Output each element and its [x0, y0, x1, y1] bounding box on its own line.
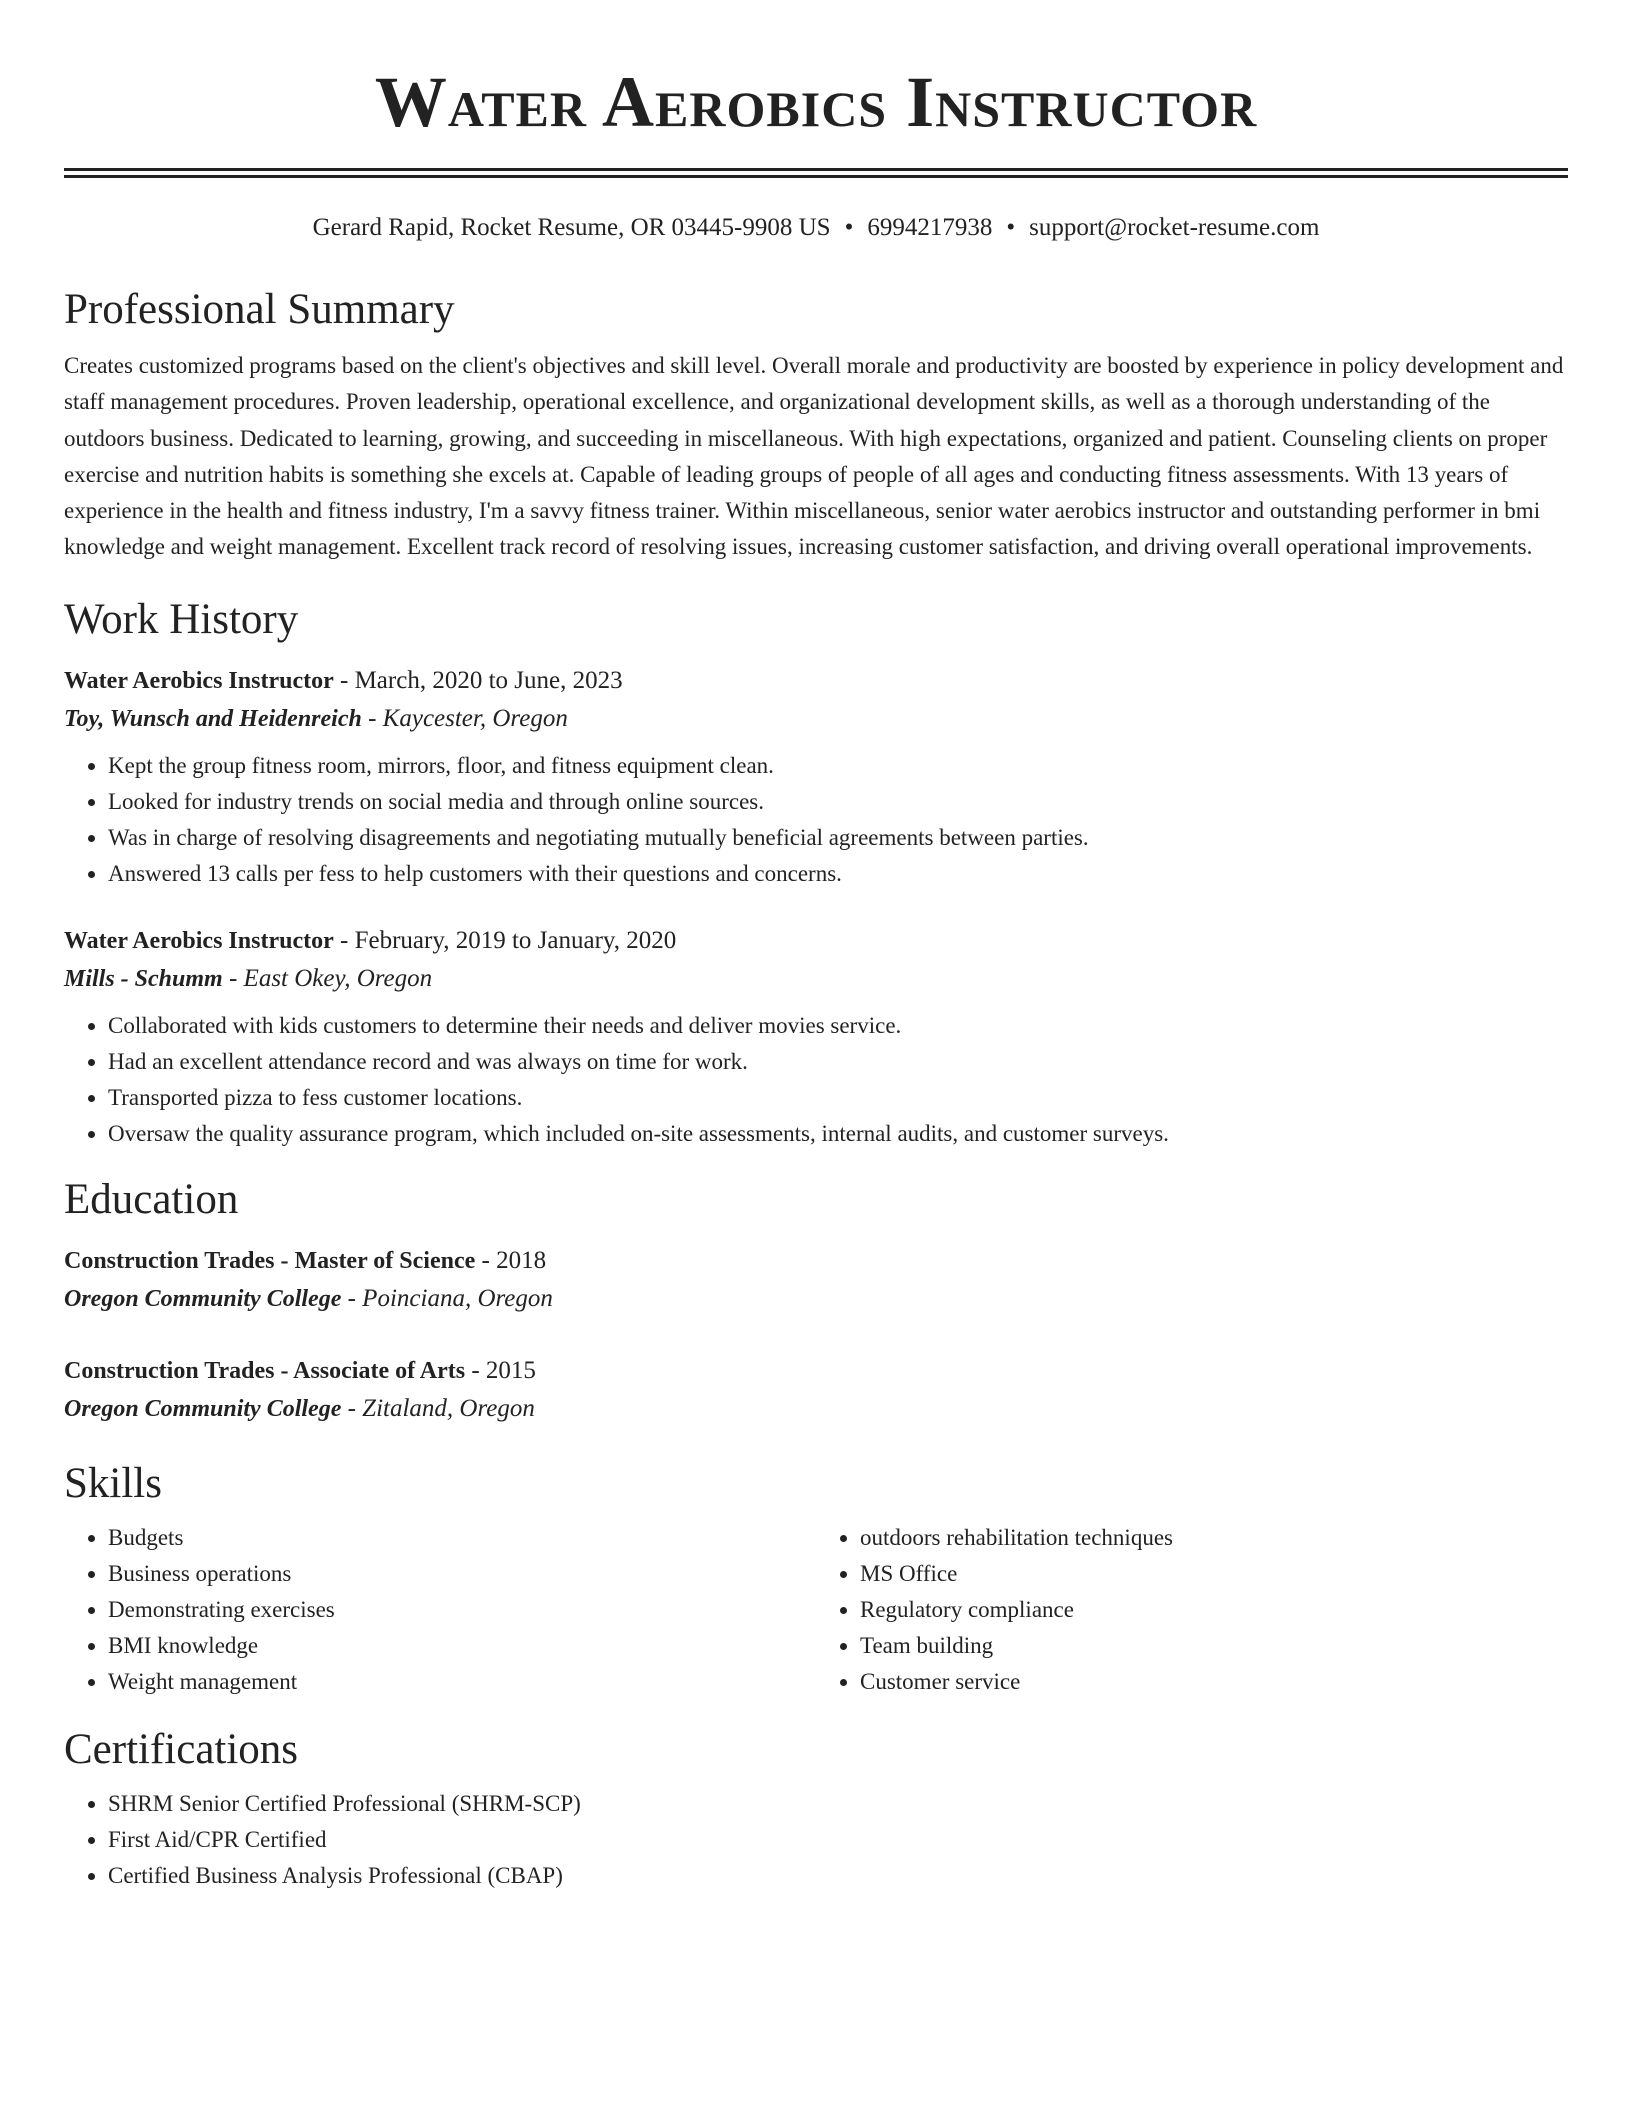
job-company: Toy, Wunsch and Heidenreich — [64, 705, 362, 732]
graduation-year: - 2018 — [475, 1246, 547, 1274]
skill-item: • MS Office — [860, 1556, 1568, 1592]
work-history-heading: Work History — [64, 595, 299, 643]
list-item: • Was in charge of resolving disagreements and negotiating mutually beneficial agreements between parties. — [108, 820, 1568, 856]
graduation-year: - 2015 — [465, 1356, 536, 1384]
skill-item: • Customer service — [860, 1664, 1568, 1700]
certification-item: • Certified Business Analysis Professional (CBAP) — [108, 1858, 1568, 1894]
summary-text: Creates customized programs based on the client's objectives and skill level. Overall morale and productivity are boosted by experience in policy development and staff management procedures. Proven leadership, operational excellence, and organizational development skills, as well as a thorough understanding of the outdoors business. Dedicated to learning, growing, and succeeding in miscellaneous. With high expectations, organized and patient. Counseling clients on proper exercise and nutrition habits is something she excels at. Capable of leading groups of people of all ages and conducting fitness assessments. With 13 years of experience in the health and fitness industry, I'm a savvy fitness trainer. Within miscellaneous, senior water aerobics instructor and outstanding performer in bmi knowledge and weight management. Excellent track record of resolving issues, increasing customer satisfaction, and driving overall operational improvements. — [64, 353, 1564, 560]
school: Oregon Community College — [64, 1285, 342, 1312]
school-line — [64, 1280, 1568, 1318]
job-location: - Kaycester, Oregon — [361, 704, 568, 732]
list-item: • Had an excellent attendance record and was always on time for work. — [108, 1044, 1568, 1080]
certification-item: • SHRM Senior Certified Professional (SHRM-SCP) — [108, 1786, 1568, 1822]
degree-line — [64, 1242, 1568, 1280]
degree: Construction Trades - Associate of Arts — [64, 1357, 466, 1384]
job-dates: - March, 2020 to June, 2023 — [333, 666, 623, 694]
job-entry — [64, 922, 1568, 1152]
education-entry — [64, 1352, 1568, 1428]
school: Oregon Community College — [64, 1395, 342, 1422]
summary-heading: Professional Summary — [64, 286, 455, 333]
contact-phone: 6994217938 — [867, 214, 993, 241]
education-entry — [64, 1242, 1568, 1318]
certifications-heading: Certifications — [64, 1725, 299, 1773]
skill-item: • Business operations — [108, 1556, 816, 1592]
job-entry — [64, 662, 1568, 892]
education-section — [64, 1174, 1568, 1428]
job-company-line — [64, 960, 1568, 998]
skills-list-left — [64, 1520, 816, 1700]
contact-separator: • — [1006, 214, 1016, 241]
job-bullets — [64, 748, 1568, 892]
job-location: - East Okey, Oregon — [222, 964, 433, 992]
list-item: • Collaborated with kids customers to determine their needs and deliver movies service. — [108, 1008, 1568, 1044]
list-item: • Kept the group fitness room, mirrors, floor, and fitness equipment clean. — [108, 748, 1568, 784]
certifications-list — [64, 1786, 1568, 1894]
skill-item: • outdoors rehabilitation techniques — [860, 1520, 1568, 1556]
list-item: • Answered 13 calls per fess to help customers with their questions and concerns. — [108, 856, 1568, 892]
job-title-line — [64, 662, 1568, 700]
job-company: Mills - Schumm — [64, 965, 223, 992]
skill-item: • Team building — [860, 1628, 1568, 1664]
education-heading: Education — [64, 1175, 239, 1223]
resume-title: Water Aerobics Instructor — [374, 62, 1258, 142]
school-location: - Poinciana, Oregon — [341, 1284, 553, 1312]
skills-columns — [64, 1520, 1568, 1700]
job-bullets — [64, 1008, 1568, 1152]
degree: Construction Trades - Master of Science — [64, 1247, 476, 1274]
school-location: - Zitaland, Oregon — [341, 1394, 535, 1422]
list-item: • Transported pizza to fess customer locations. — [108, 1080, 1568, 1116]
contact-email: support@rocket-resume.com — [1029, 214, 1320, 241]
contact-address: Gerard Rapid, Rocket Resume, OR 03445-9908 US — [312, 214, 831, 241]
school-line — [64, 1390, 1568, 1428]
skills-list-right — [816, 1520, 1568, 1700]
list-item: • Looked for industry trends on social media and through online sources. — [108, 784, 1568, 820]
summary-section — [64, 284, 1568, 566]
work-history-section — [64, 594, 1568, 1152]
skills-section — [64, 1458, 1568, 1700]
skill-item: • Demonstrating exercises — [108, 1592, 816, 1628]
degree-line — [64, 1352, 1568, 1390]
certifications-section — [64, 1724, 1568, 1894]
job-dates: - February, 2019 to January, 2020 — [333, 926, 677, 954]
certification-item: • First Aid/CPR Certified — [108, 1822, 1568, 1858]
skill-item: • Weight management — [108, 1664, 816, 1700]
skill-item: • Regulatory compliance — [860, 1592, 1568, 1628]
contact-line — [64, 212, 1568, 244]
list-item: • Oversaw the quality assurance program, which included on-site assessments, internal audits, and customer surveys. — [108, 1116, 1568, 1152]
skills-heading: Skills — [64, 1459, 162, 1507]
contact-separator: • — [844, 214, 854, 241]
job-company-line — [64, 700, 1568, 738]
title-divider — [64, 168, 1568, 178]
job-title: Water Aerobics Instructor — [64, 667, 334, 694]
skill-item: • Budgets — [108, 1520, 816, 1556]
job-title-line — [64, 922, 1568, 960]
job-title: Water Aerobics Instructor — [64, 927, 334, 954]
skill-item: • BMI knowledge — [108, 1628, 816, 1664]
